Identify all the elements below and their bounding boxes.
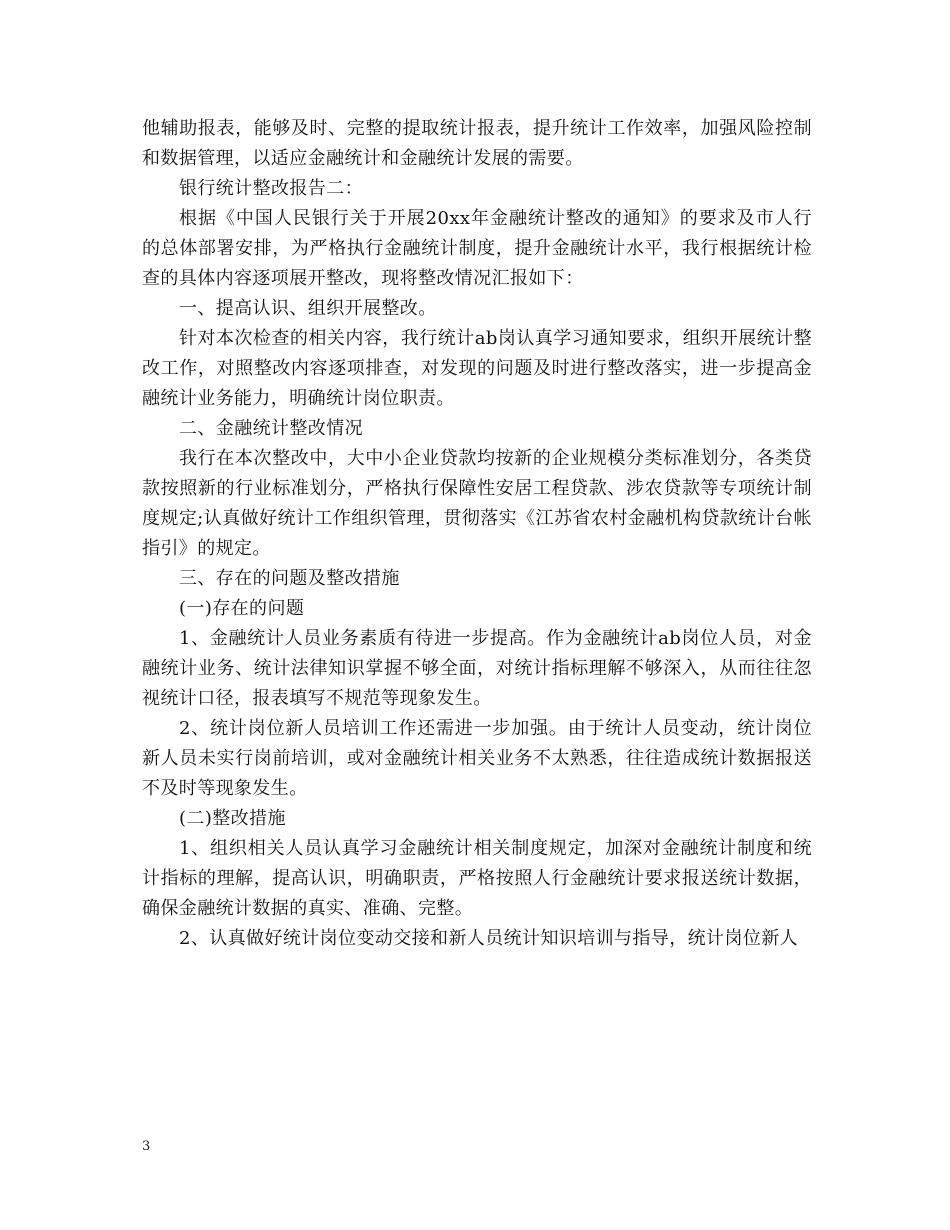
- section-title-report-two: 银行统计整改报告二：: [179, 178, 363, 199]
- paragraph-10: 1、金融统计人员业务素质有待进一步提高。作为金融统计ab岗位人员，对金融统计业务、统计法律知识掌握不够全面，对统计指标理解不够深入，从而往往忽视统计口径，报表填写不规范等现象发生。: [142, 628, 812, 709]
- paragraph-11: 2、统计岗位新人员培训工作还需进一步加强。由于统计人员变动，统计岗位新人员未实行岗前培训，或对金融统计相关业务不太熟悉，往往造成统计数据报送不及时等现象发生。: [142, 718, 812, 799]
- paragraph-14: 2、认真做好统计岗位变动交接和新人员统计知识培训与指导，统计岗位新人: [179, 928, 799, 949]
- heading-part-three: 三、存在的问题及整改措施: [179, 568, 400, 589]
- heading-part-two: 二、金融统计整改情况: [179, 418, 363, 439]
- paragraph-1: 他辅助报表，能够及时、完整的提取统计报表，提升统计工作效率，加强风险控制和数据管理，以适应金融统计和金融统计发展的需要。: [142, 118, 812, 169]
- paragraph-7: 我行在本次整改中，大中小企业贷款均按新的企业规模分类标准划分，各类贷款按照新的行业标准划分，严格执行保障性安居工程贷款、涉农贷款等专项统计制度规定;认真做好统计工作组织管理，贯彻落实《江苏省农村金融机构贷款统计台帐指引》的规定。: [142, 448, 812, 559]
- paragraph-5: 针对本次检查的相关内容，我行统计ab岗认真学习通知要求，组织开展统计整改工作，对照整改内容逐项排查，对发现的问题及时进行整改落实，进一步提高金融统计业务能力，明确统计岗位职责。: [142, 328, 812, 409]
- heading-part-one: 一、提高认识、组织开展整改。: [179, 298, 437, 319]
- subheading-measures: (二)整改措施: [179, 808, 286, 829]
- paragraph-3: 根据《中国人民银行关于开展20xx年金融统计整改的通知》的要求及市人行的总体部署安排，为严格执行金融统计制度，提升金融统计水平，我行根据统计检查的具体内容逐项展开整改，现将整改情况汇报如下：: [142, 208, 812, 289]
- document-body: [142, 114, 812, 954]
- page-number: 3: [142, 1139, 151, 1154]
- subheading-problems: (一)存在的问题: [179, 598, 305, 619]
- paragraph-13: 1、组织相关人员认真学习金融统计相关制度规定，加深对金融统计制度和统计指标的理解，提高认识，明确职责，严格按照人行金融统计要求报送统计数据，确保金融统计数据的真实、准确、完整。: [142, 838, 812, 919]
